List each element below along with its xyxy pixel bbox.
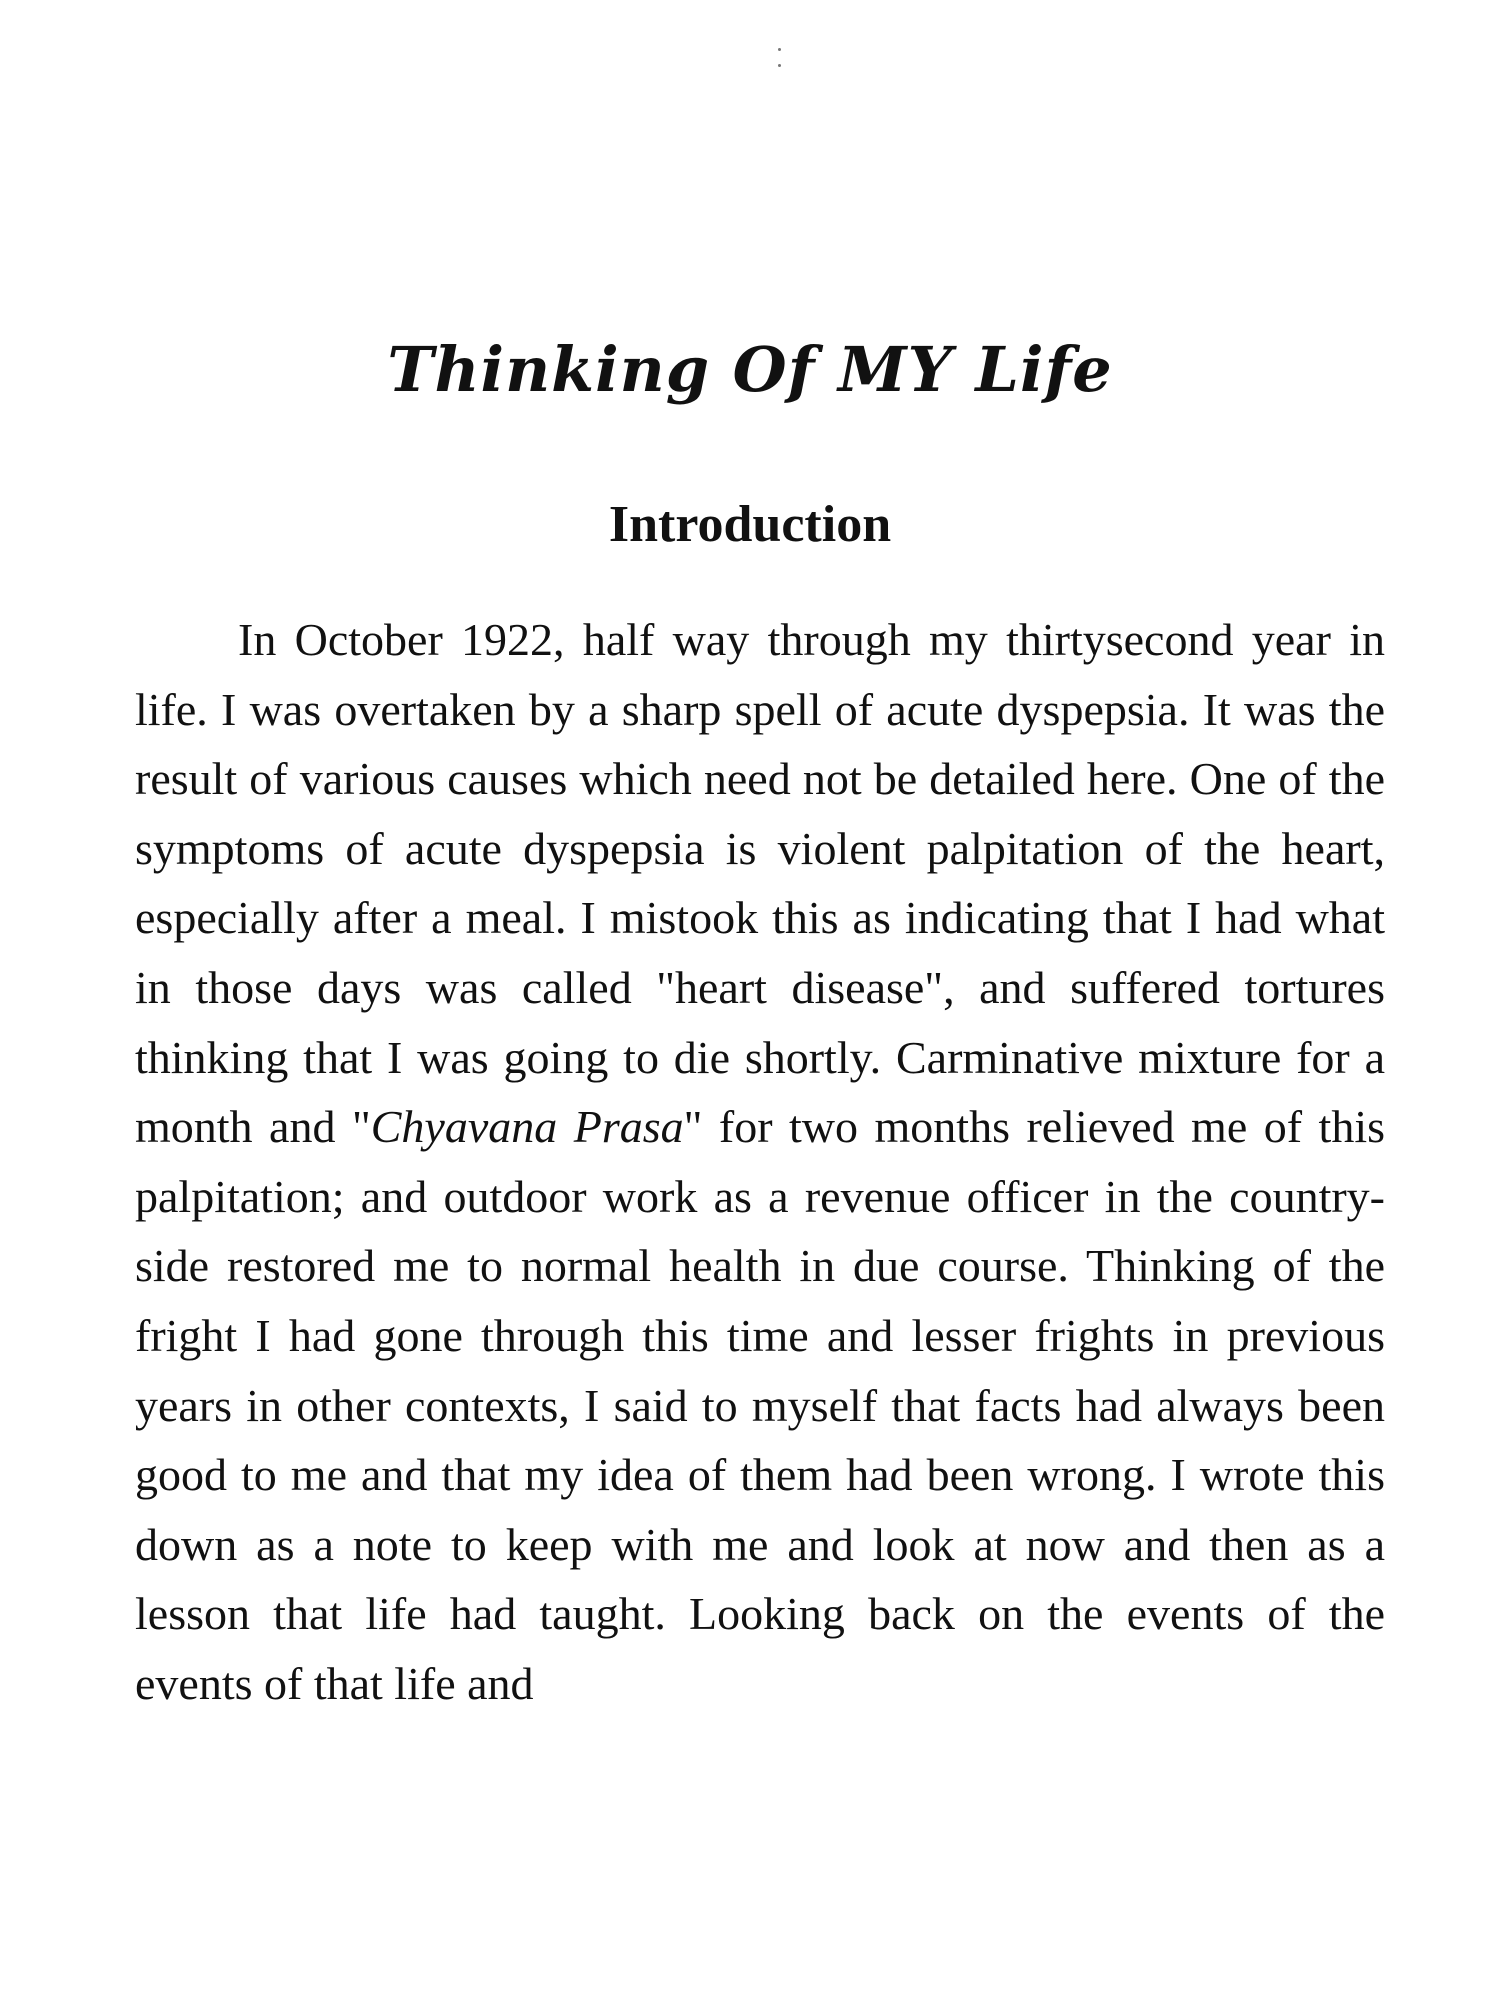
paragraph-text-part-2: " for two months relieved me of this palpitation; and outdoor work as a revenue officer in the country-side restored me to normal health in due course. Thinking of the fright I had gone through this time and lesser frights in previous years in other contexts, I said to myself that facts had always been good to me and that my idea of them had been wrong. I wrote this down as a note to keep with me and look at now and then as a lesson that life had taught. Looking back on the events of the events of that life and — [135, 1101, 1386, 1709]
paragraph-text-part-1: In October 1922, half way through my thirtysecond year in life. I was overtaken by a sharp spell of acute dyspepsia. It was the result of various causes which need not be detailed here. One of the symptoms of acute dyspepsia is violent palpitation of the heart, especially after a meal. I mistook this as indicating that I had what in those days was called "heart disease", and suffered tortures thinking that I was going to die shortly. Carminative mixture for a month and " — [135, 614, 1385, 1153]
section-heading: Introduction — [608, 496, 892, 553]
body-paragraph — [135, 605, 1385, 1719]
chapter-title: Thinking Of MY Life — [387, 333, 1113, 406]
scan-speck — [778, 64, 781, 67]
paragraph-italic-term: Chyavana Prasa — [370, 1101, 684, 1153]
scan-speck — [778, 48, 781, 51]
